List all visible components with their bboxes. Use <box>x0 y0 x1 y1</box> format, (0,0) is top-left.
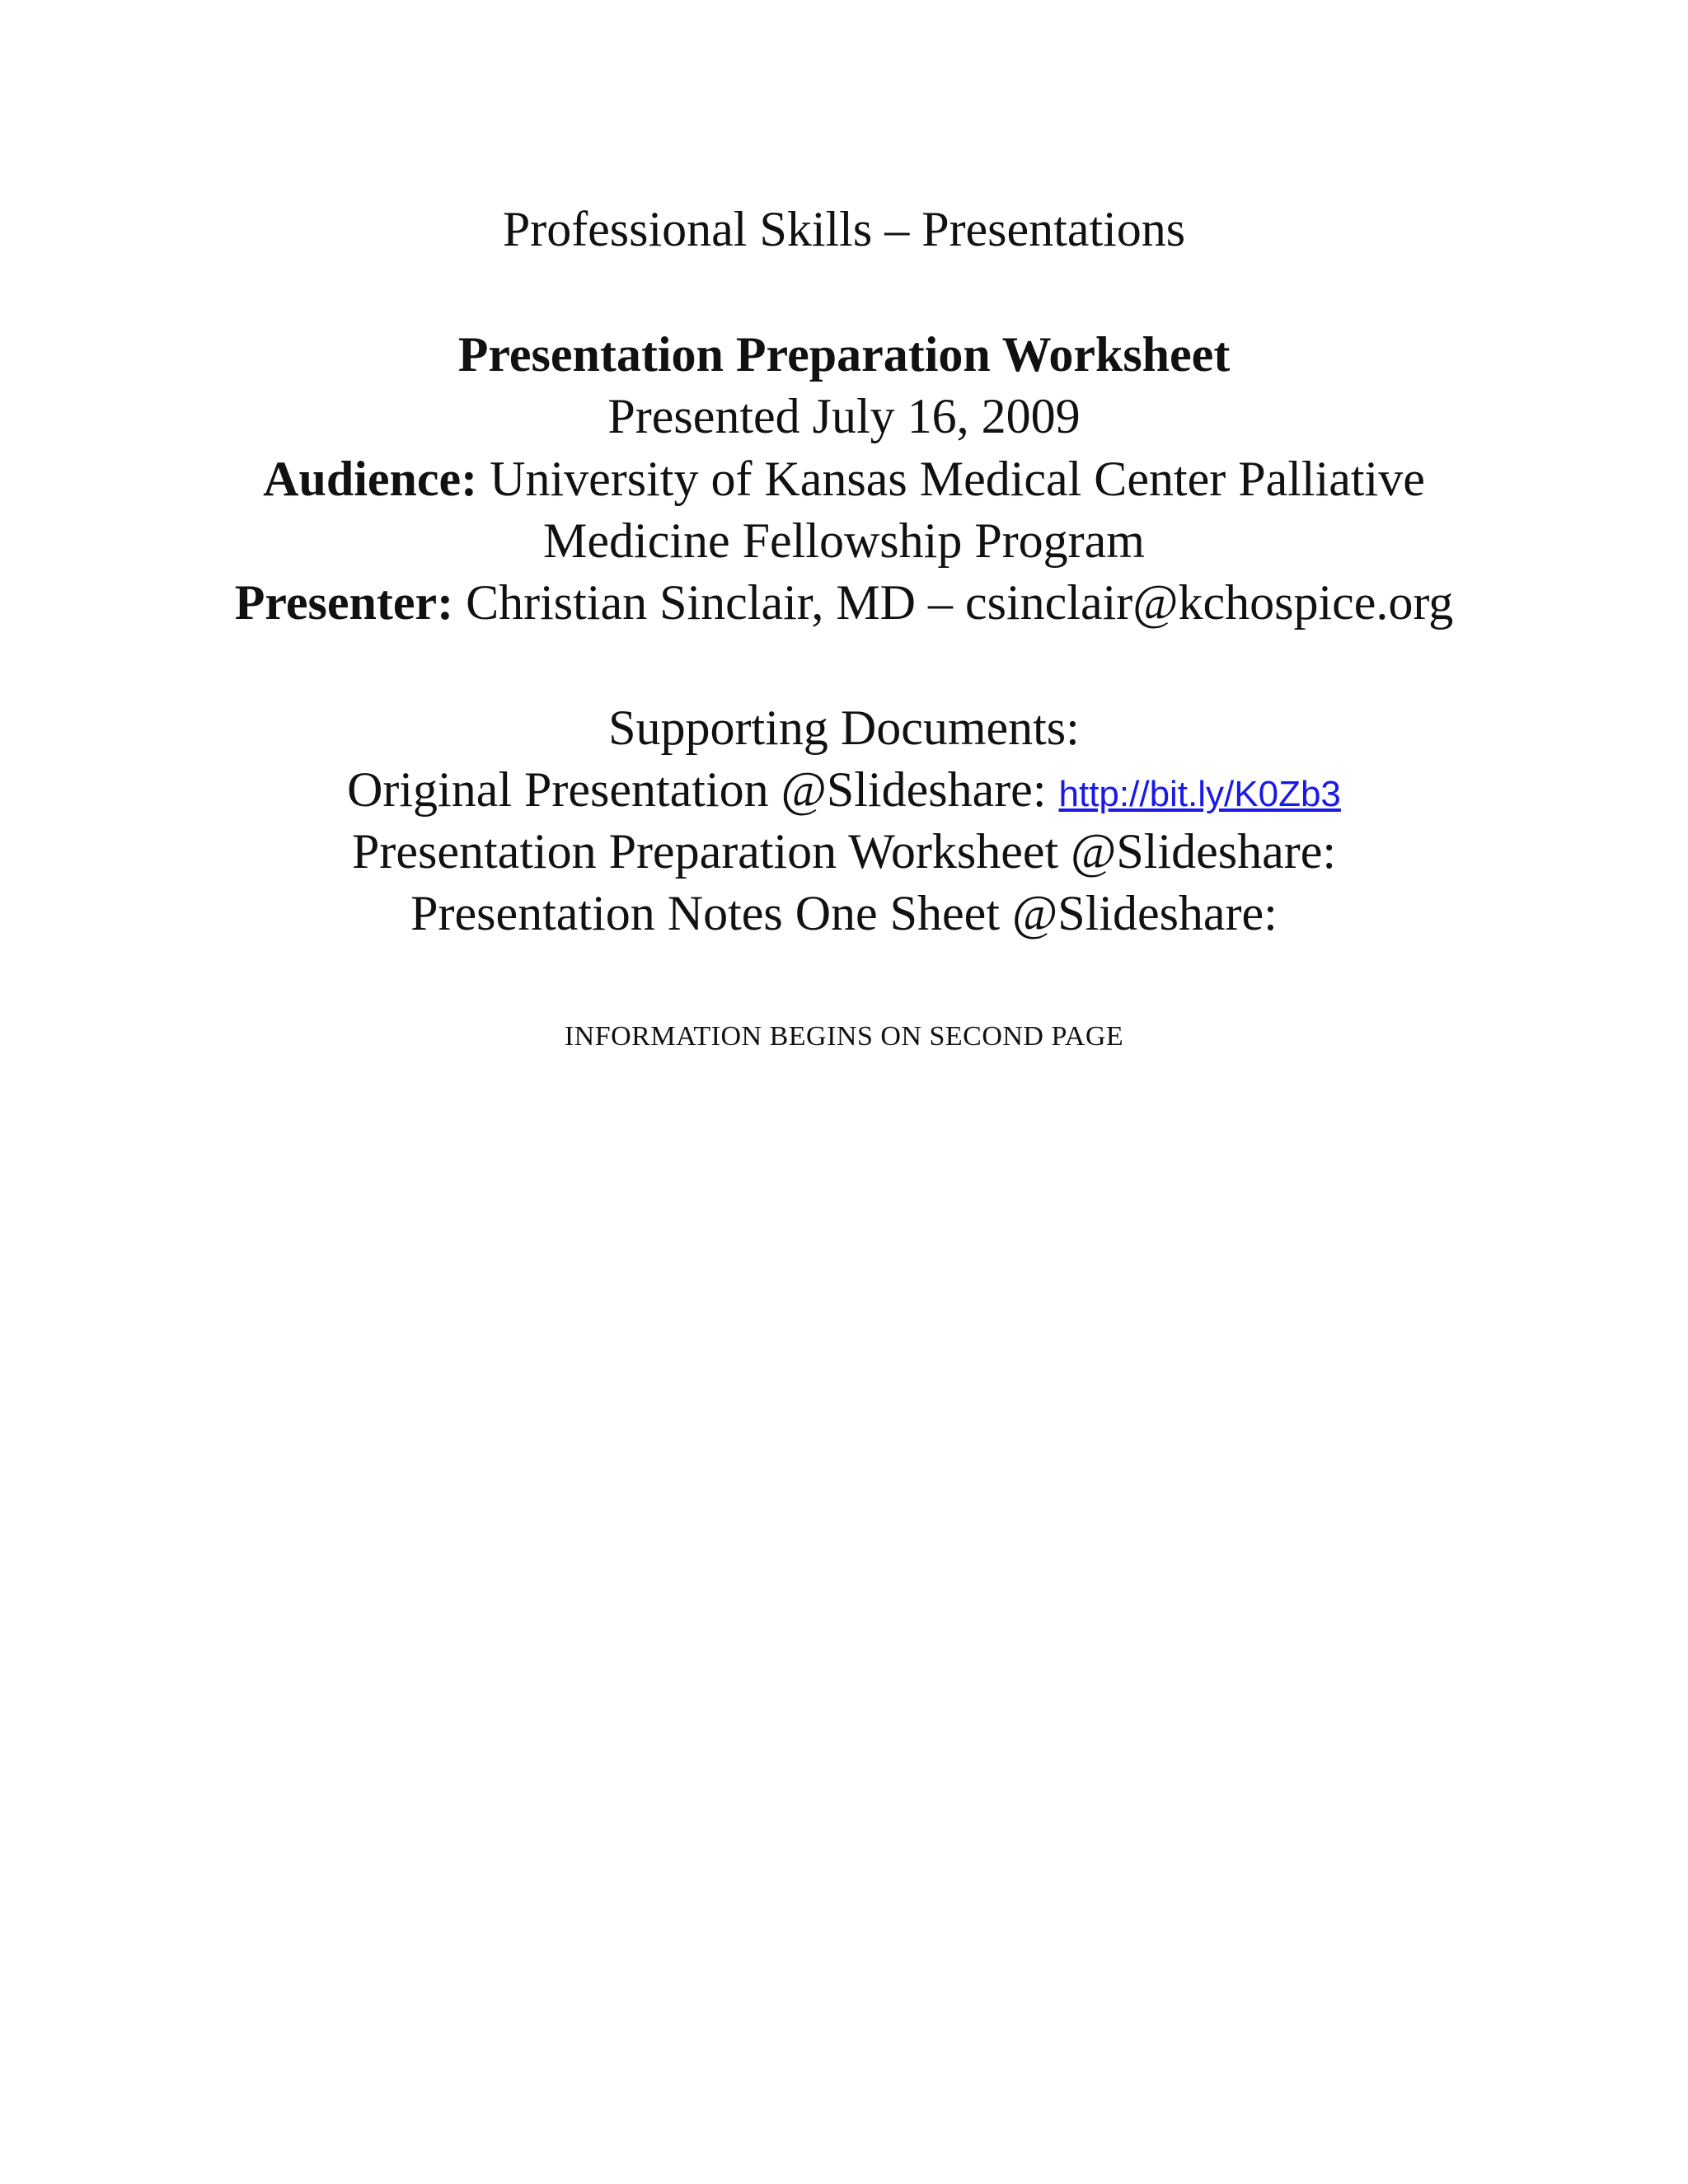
supporting-item <box>0 820 1688 883</box>
presenter-value: Christian Sinclair, MD – csinclair@kchospice.org <box>466 575 1454 630</box>
supporting-heading: Supporting Documents: <box>608 701 1080 755</box>
audience-label: Audience: <box>263 452 478 506</box>
supporting-item-label: Presentation Preparation Worksheet @Slideshare: <box>351 824 1337 879</box>
footer-note: INFORMATION BEGINS ON SECOND PAGE <box>564 1021 1124 1052</box>
supporting-item-label: Original Presentation @Slideshare: <box>347 762 1047 817</box>
supporting-item <box>0 882 1688 944</box>
presenter-label: Presenter: <box>234 575 454 630</box>
presenter-line <box>0 571 1688 634</box>
audience-line <box>0 448 1688 510</box>
supporting-item-label: Presentation Notes One Sheet @Slideshare: <box>410 886 1278 940</box>
worksheet-title: Presentation Preparation Worksheet <box>457 327 1231 382</box>
supporting-item <box>0 758 1688 826</box>
course-title: Professional Skills – Presentations <box>502 202 1186 256</box>
audience-value: University of Kansas Medical Center Palliative <box>490 452 1425 506</box>
audience-line-2: Medicine Fellowship Program <box>543 513 1145 568</box>
slideshare-link[interactable]: http://bit.ly/K0Zb3 <box>1058 774 1341 814</box>
presented-date: Presented July 16, 2009 <box>607 389 1081 443</box>
